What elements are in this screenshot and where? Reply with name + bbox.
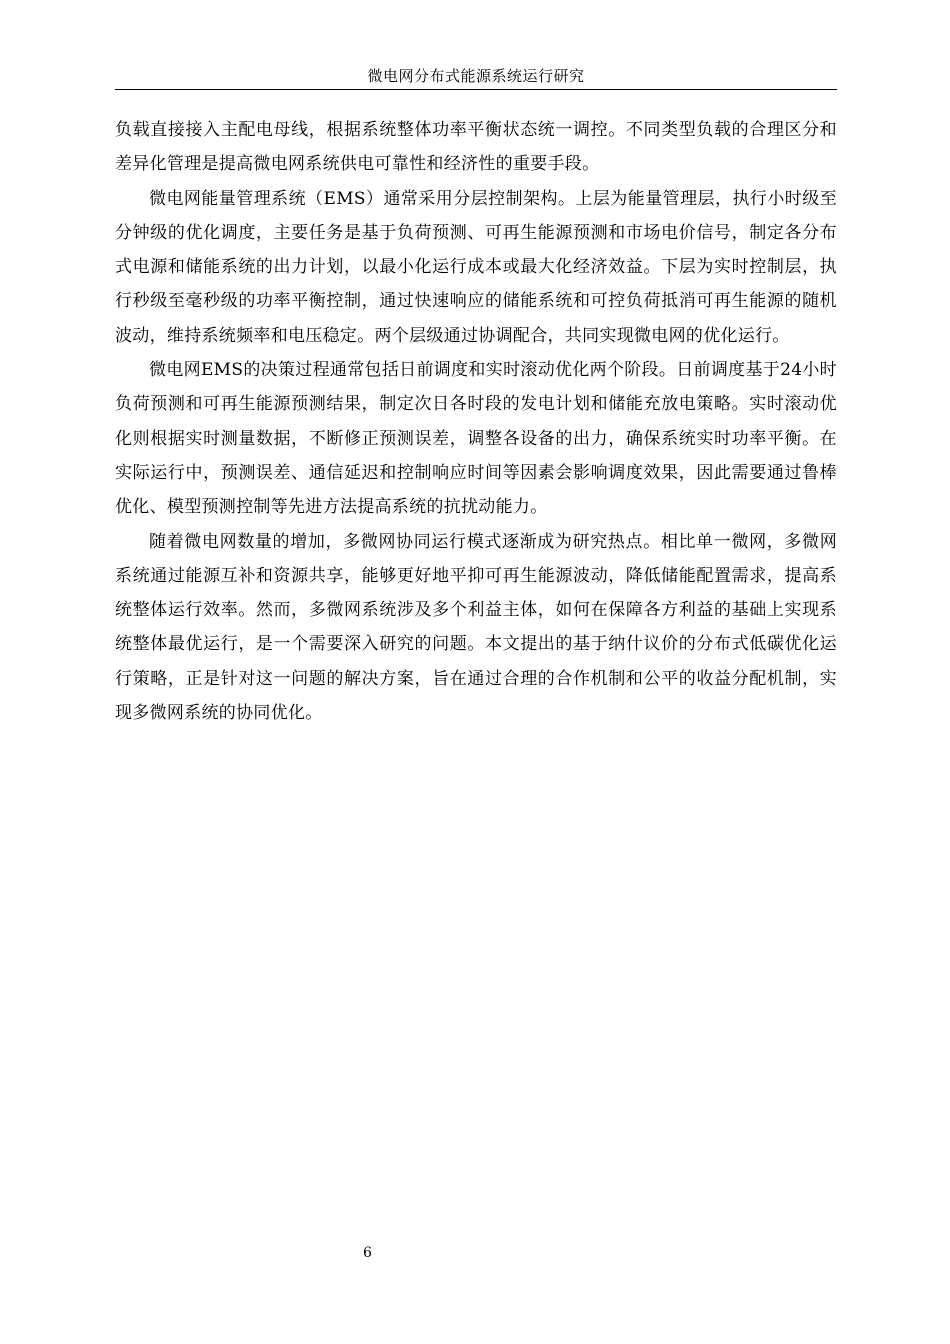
header-divider	[115, 89, 837, 90]
paragraph-multi-microgrid: 随着微电网数量的增加，多微网协同运行模式逐渐成为研究热点。相比单一微网，多微网系统通过能源互补和资源共享，能够更好地平抑可再生能源波动，降低储能配置需求，提高系统整体运行效率。然而，多微网系统涉及多个利益主体，如何在保障各方利益的基础上实现系统整体最优运行，是一个需要深入研究的问题。本文提出的基于纳什议价的分布式低碳优化运行策略，正是针对这一问题的解决方案，旨在通过合理的合作机制和公平的收益分配机制，实现多微网系统的协同优化。	[115, 531, 837, 724]
running-header: 微电网分布式能源系统运行研究	[367, 67, 585, 85]
paragraph-ems-decision: 微电网EMS的决策过程通常包括日前调度和实时滚动优化两个阶段。日前调度基于24小时负荷预测和可再生能源预测结果，制定次日各时段的发电计划和储能充放电策略。实时滚动优化则根据实时测量数据，不断修正预测误差，调整各设备的出力，确保系统实时功率平衡。在实际运行中，预测误差、通信延迟和控制响应时间等因素会影响调度效果，因此需要通过鲁棒优化、模型预测控制等先进方法提高系统的抗扰动能力。	[115, 360, 837, 518]
page-number: 6	[363, 1245, 372, 1261]
paragraph-ems-architecture: 微电网能量管理系统（EMS）通常采用分层控制架构。上层为能量管理层，执行小时级至分钟级的优化调度，主要任务是基于负荷预测、可再生能源预测和市场电价信号，制定各分布式电源和储能系统的出力计划，以最小化运行成本或最大化经济效益。下层为实时控制层，执行秒级至毫秒级的功率平衡控制，通过快速响应的储能系统和可控负荷抵消可再生能源的随机波动，维持系统频率和电压稳定。两个层级通过协调配合，共同实现微电网的优化运行。	[115, 188, 837, 346]
body-text	[115, 113, 837, 730]
paragraph-continued: 负载直接接入主配电母线，根据系统整体功率平衡状态统一调控。不同类型负载的合理区分和差异化管理是提高微电网系统供电可靠性和经济性的重要手段。	[115, 120, 837, 175]
